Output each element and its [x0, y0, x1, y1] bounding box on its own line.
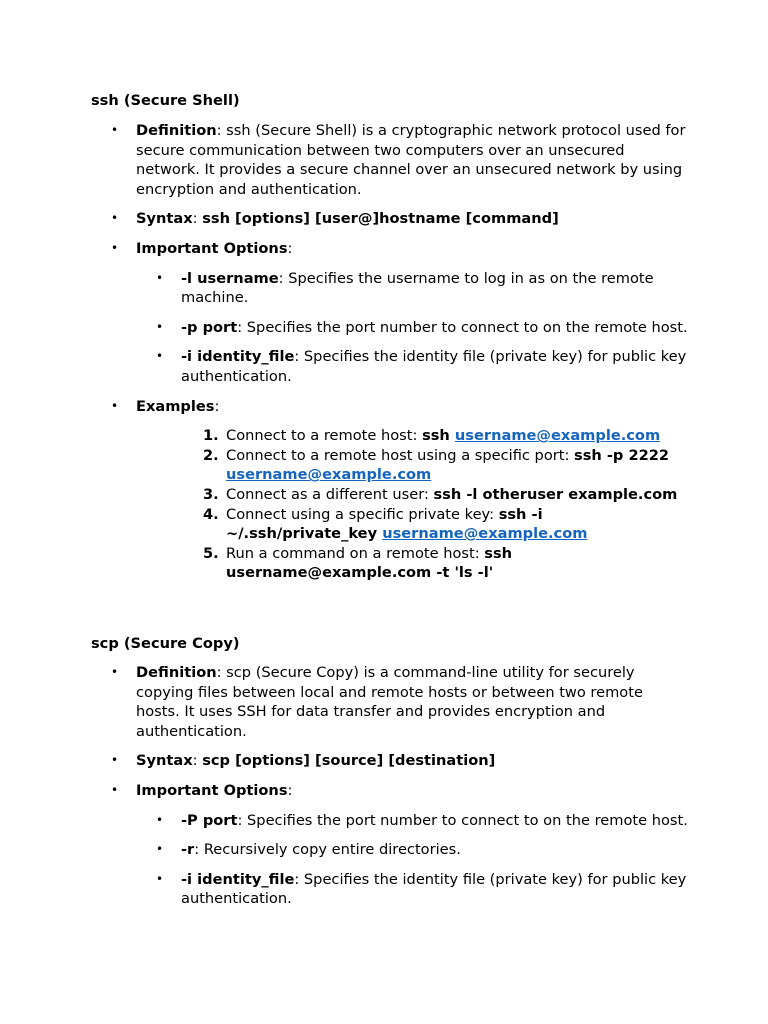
syntax-label: Syntax [136, 210, 193, 228]
list-item [136, 347, 691, 386]
example-item: 5. Run a command on a remote host: ssh username@example.com -t 'ls -l' [203, 544, 513, 582]
scp-options-list [136, 811, 691, 909]
list-item [136, 318, 691, 338]
option-flag: -i identity_file [181, 870, 295, 888]
ssh-syntax-item: • Syntax: ssh [options] [user@]hostname [command] [91, 209, 691, 229]
option-flag: -i identity_file [181, 348, 295, 366]
option-desc: : Specifies the identity file (private key) for public key authentication. [181, 348, 687, 385]
definition-text: : scp (Secure Copy) is a command-line utility for securely copying files between local and remote hosts or between two remote hosts. It uses SSH for data transfer and provides encryption and authentication. [136, 664, 643, 740]
definition-label: Definition [136, 122, 217, 139]
email-link[interactable]: username@example.com [382, 525, 588, 543]
ssh-examples-item: • Examples: 1. Connect to a remote host: ssh username@example.com 2. Connect to a remote host using a specific port: ssh -p 2222 username@example.com 3. Connect as a different user: ssh -l otheruser example.com 4. Connect using a specific private key: ssh -i ~/.ssh/private_key username@example.com 5. Run a command on a remote host: ssh username@example.com -t 'ls -l' [91, 397, 691, 583]
options-label: Important Options [136, 781, 288, 799]
option-flag: -l username [181, 269, 279, 287]
syntax-value: ssh [options] [user@]hostname [command] [202, 210, 559, 228]
option-desc: : Recursively copy entire directories. [194, 841, 461, 859]
list-item [136, 870, 691, 909]
option-desc: : Specifies the port number to connect to on the remote host. [237, 318, 688, 336]
option-flag: -P port [181, 811, 238, 829]
option-desc: : Specifies the username to log in as on the remote machine. [181, 269, 654, 307]
examples-label: Examples [136, 397, 215, 415]
options-label: Important Options [136, 239, 288, 257]
option-desc: : Specifies the port number to connect to on the remote host. [237, 811, 688, 829]
scp-section-title: scp (Secure Copy) [91, 635, 240, 652]
syntax-label: Syntax [136, 752, 193, 770]
example-item: 2. Connect to a remote host using a specific port: ssh -p 2222 username@example.com [203, 446, 670, 484]
email-link[interactable]: username@example.com [226, 466, 432, 484]
email-link[interactable]: username@example.com [454, 427, 661, 445]
scp-definition-item [91, 663, 691, 741]
list-item [136, 269, 691, 308]
ssh-list [91, 121, 691, 593]
option-flag: -p port [181, 318, 238, 336]
list-item [136, 811, 691, 831]
definition-text: : ssh (Secure Shell) is a cryptographic network protocol used for secure communication between two computers over an unsecured network. It provides a secure channel over an unsecured network by using encryption and authentication. [136, 122, 686, 198]
option-desc: : Specifies the identity file (private key) for public key authentication. [181, 870, 687, 908]
syntax-value: scp [options] [source] [destination] [202, 752, 496, 770]
list-item [136, 840, 691, 860]
scp-syntax-item: • Syntax: scp [options] [source] [destination] [91, 751, 691, 771]
scp-list [91, 663, 691, 919]
ssh-definition-item [91, 121, 691, 199]
example-item: 1. Connect to a remote host: ssh username@example.com [203, 427, 661, 445]
option-flag: -r [181, 841, 195, 859]
example-item: 3. Connect as a different user: ssh -l otheruser example.com [203, 485, 678, 503]
ssh-options-list [136, 269, 691, 387]
ssh-section-title: ssh (Secure Shell) [91, 92, 240, 109]
ssh-options-item: • Important Options: • -l username: Specifies the username to log in as on the remote machine. • -p port: Specifies the port number to connect to on the remote host. • -i identity_file: Specifies the identity file (private key) for public key authentication. [91, 239, 691, 387]
example-item: 4. Connect using a specific private key: ssh -i ~/.ssh/private_key username@example.com [203, 505, 588, 543]
definition-label: Definition [136, 664, 217, 681]
ssh-examples-list [136, 426, 691, 583]
scp-options-item: • Important Options: • -P port: Specifies the port number to connect to on the remote host. • -r: Recursively copy entire directories. • -i identity_file: Specifies the identity file (private key) for public key authentication. [91, 781, 691, 909]
